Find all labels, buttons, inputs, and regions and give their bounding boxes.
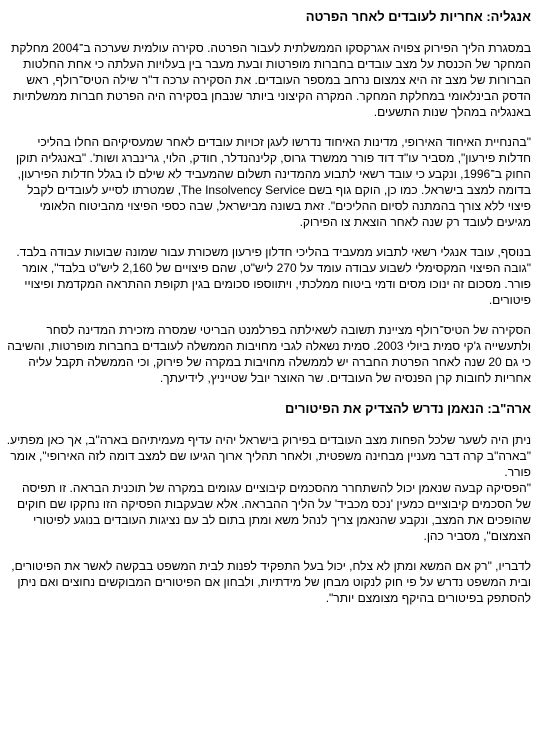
paragraph-parliament-answer: הסקירה של הטיס־רולף מציינת תשובה לשאילתה בפרלמנט הבריטי שמסרה מזכירת המדינה לסחר ולתעשייה ג'קי סמית ביולי 2003. סמית נשאלה לגבי מחויבות הממשלה לעובדים בחברות מופרטות, והשיבה כי גם 20 שנה לאחר הפרטת החברה יש לממשלה מחויבות במקרה של פירוק, וכי הממשלה תקבל עליה אחריות לחובות קרן הפנסיה של העובדים. שר האוצר יובל שטייניץ, לידיעתך. [7, 323, 531, 385]
paragraph-compensation-limits: בנוסף, עובד אנגלי רשאי לתבוע ממעביד בהליכי חדלון פירעון משכורת עבור שמונה שבועות עבודה בלבד. "גובה הפיצוי המקסימלי לשבוע עבודה עומד על 270 ליש"ט, שהם פיצויים של 2,160 ליש"ט בלבד", אומר פורר. מסכום זה ינוכו מסים ודמי ביטוח ממלכתי, ויתווספו סכומים בגין תקופת ההתראה המקדמת ופיצויי פיטורים. [16, 245, 531, 307]
paragraph-eu-directive: "בהנחיית האיחוד האירופי, מדינות האיחוד נדרשו לעגן זכויות עובדים לאחר שמעסיקיהם החלו בהליכי חדלות פירעון", מסביר עו"ד דוד פורר ממשרד גרוס, קלינהנדלר, חודק, הלוי, גרינברג ושות'. "באנגליה תוקן החוק ב־1996, ונקבע כי עובד רשאי לתבוע מהמדינה תשלום שהמעביד לא שילם לו בגלל חדלות הפירעון, בדומה למצב בישראל. כמו כן, הוקם גוף בשם The Insolvency Service, שמטרתו לסייע לעובדים לקבל פיצוי ללא צורך בהמתנה לסיום ההליכים". זאת בשונה מבישראל, שבה כספי הפיצוי מהביטוח הלאומי מגיעים לעובד רק שנה לאחר הוצאת צו הפירוק. [15, 135, 531, 229]
paragraph-us-surprise: ניתן היה לשער שלכל הפחות מצב העובדים בפירוק בישראל יהיה עדיף מעמיתיהם בארה"ב, אך כאן מפתיע. "בארה"ב קרה דבר מעניין מבחינה משפטית, ולאחר תהליך ארוך הגיעו שם למצב דומה לזה האירופי", אומר פורר. [6, 433, 531, 479]
paragraph-collective-agreements: "הפסיקה קבעה שנאמן יכול להשתחרר מהסכמים קיבוציים עגומים במקרה של תוכנית הבראה. זו תפיסה של הסכמים קיבוציים כמעין 'נכס מכביד' על הליך ההבראה. אלא שבעקבות הפסיקה הזו נחקקו שם חוקים שהופכים את המצב, ונקבע שהנאמן צריך לנהל משא ומתן בתום לב עם נציגות העובדים בנוגע לפיטורי הצמצום", מסביר כהן. [17, 481, 531, 543]
section-heading-usa: ארה"ב: הנאמן נדרש להצדיק את הפיטורים [284, 401, 531, 416]
paragraph-privatization-review: במסגרת הליך הפירוק צפויה אגרקסקו הממשלתית לעבור הפרטה. סקירה עולמית שערכה ב־2004 מחלקת המחקר של הכנסת על מצב עובדים בחברות מופרטות ובעת מעבר בין בעלויות העלתה כי אחת החלטות הברורות של מצב זה היא צמצום נרחב במספר העובדים. את הסקירה ערכה ד"ר שילה הטיס־רולף, ראש הדסק הבינלאומי במחלקת המחקר. המקרה הקיצוני ביותר שנבחן בסקירה היה הפרטת חברות ממשלתיות באנגליה במהלך שנות התשעים. [11, 41, 531, 119]
section-heading-england: אנגליה: אחריות לעובדים לאחר הפרטה [305, 9, 531, 24]
paragraph-court-proportionality: לדבריו, "רק אם המשא ומתן לא צלח, יכול בעל התפקיד לפנות לבית המשפט בבקשה לאשר את הפיטורים, ובית המשפט נדרש על פי חוק לנקוט מבחן של מידתיות, ולבחון אם הפיטורים המבוקשים נחוצים ואם ניתן להסתפק בפיטורים בהיקף מצומצם יותר". [11, 559, 531, 605]
